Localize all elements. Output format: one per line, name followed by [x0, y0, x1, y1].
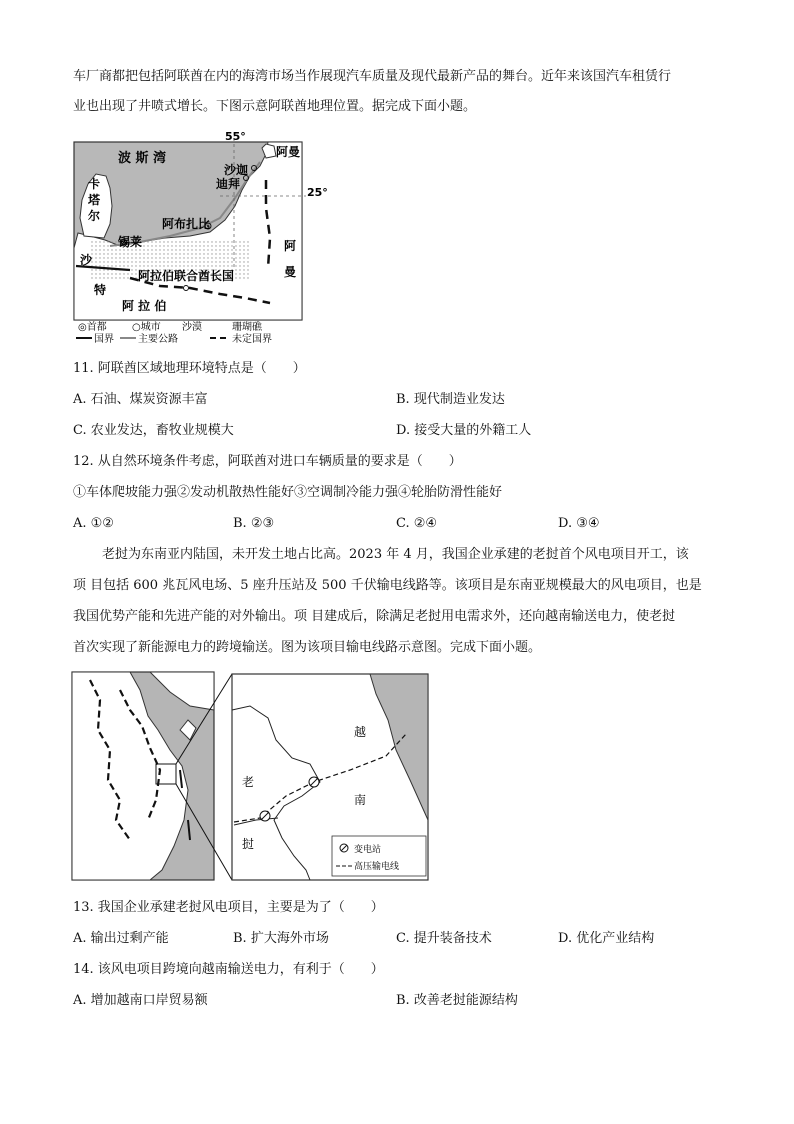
substation-icon	[309, 777, 319, 787]
vietnam-label-1: 越	[354, 725, 367, 739]
q14-stem: 14. 该风电项目跨境向越南输送电力，有利于（ ）	[73, 962, 384, 977]
q12-option-c[interactable]: C. ②④	[396, 516, 438, 531]
arabia-label: 阿 拉 伯	[122, 299, 167, 313]
laos-vietnam-map	[70, 670, 432, 884]
qatar-label-2: 塔	[88, 193, 101, 207]
substation-icon	[260, 811, 270, 821]
legend-substation: 变电站	[354, 845, 382, 855]
uae-location-map	[70, 128, 340, 344]
oman-side-label-1: 阿	[284, 239, 297, 253]
oman-side-label-2: 曼	[284, 265, 297, 279]
lon-label: 55°	[225, 130, 246, 143]
passage2-line-3: 我国优势产能和先进产能的对外输出。项 目建成后，除满足老挝用电需求外，还向越南输送电力，使老挝	[73, 609, 676, 624]
intro-line-1: 车厂商都把包括阿联酋在内的海湾市场当作展现汽车质量及现代最新产品的舞台。近年来该国汽车租赁行	[73, 69, 672, 84]
legend-road: 主要公路	[138, 334, 178, 344]
sharjah-label: 沙迦	[224, 163, 249, 177]
q12-option-b[interactable]: B. ②③	[233, 516, 275, 531]
q13-stem: 13. 我国企业承建老挝风电项目，主要是为了（ ）	[73, 900, 384, 915]
legend-city: ○城市	[132, 322, 161, 333]
q14-option-b[interactable]: B. 改善老挝能源结构	[396, 993, 518, 1008]
q12-option-d[interactable]: D. ③④	[558, 516, 600, 531]
q11-stem: 11. 阿联酋区域地理环境特点是（ ）	[73, 361, 306, 376]
laos-label-2: 挝	[242, 837, 255, 851]
passage2-line-1: 老挝为东南亚内陆国，未开发土地占比高。2023 年 4 月，我国企业承建的老挝首个风电项目开工，该	[102, 547, 689, 562]
q12-option-a[interactable]: A. ①②	[73, 516, 114, 531]
legend-reef: 珊瑚礁	[232, 322, 262, 333]
legend-undetermined: 未定国界	[232, 334, 272, 344]
passage2-line-4: 首次实现了新能源电力的跨境输送。图为该项目输电线路示意图。完成下面小题。	[73, 640, 542, 655]
map1-legend	[76, 320, 272, 344]
laos-label-1: 老	[242, 775, 255, 789]
gulf-label: 波 斯 湾	[118, 151, 167, 166]
q12-items: ①车体爬坡能力强②发动机散热性能好③空调制冷能力强④轮胎防滑性能好	[73, 485, 503, 500]
qatar-label-3: 尔	[88, 209, 101, 223]
q13-option-d[interactable]: D. 优化产业结构	[558, 931, 655, 946]
vietnam-label-2: 南	[354, 793, 367, 807]
legend-substation-icon	[340, 844, 348, 852]
qatar-label-1: 卡	[88, 177, 101, 191]
dubai-label: 迪拜	[216, 177, 241, 191]
legend-desert: 沙漠	[182, 322, 202, 333]
q13-option-c[interactable]: C. 提升装备技术	[396, 931, 492, 946]
uae-label: 阿拉伯联合酋长国	[138, 269, 235, 283]
intro-line-2: 业也出现了井喷式增长。下图示意阿联酋地理位置。据完成下面小题。	[73, 99, 477, 114]
q11-option-c[interactable]: C. 农业发达，畜牧业规模大	[73, 423, 234, 438]
saudi-label-1: 沙	[80, 253, 93, 267]
passage2-line-2: 项 目包括 600 兆瓦风电场、5 座升压站及 500 千伏输电线路等。该项目是东南亚规模最大的风电项目，也是	[73, 578, 702, 593]
lat-label: 25°	[307, 186, 328, 199]
abudhabi-label: 阿布扎比	[162, 217, 211, 231]
q13-option-b[interactable]: B. 扩大海外市场	[233, 931, 329, 946]
oman-top-label: 阿曼	[276, 145, 301, 159]
q11-option-b[interactable]: B. 现代制造业发达	[396, 392, 505, 407]
q11-option-a[interactable]: A. 石油、煤炭资源丰富	[73, 392, 208, 407]
q14-option-a[interactable]: A. 增加越南口岸贸易额	[73, 993, 208, 1008]
q12-stem: 12. 从自然环境条件考虑，阿联酋对进口车辆质量的要求是（ ）	[73, 454, 462, 469]
xilai-label: 锡莱	[118, 235, 143, 249]
legend-capital: ◎首都	[78, 322, 107, 333]
legend-border: 国界	[94, 334, 114, 344]
q11-option-d[interactable]: D. 接受大量的外籍工人	[396, 423, 532, 438]
legend-transmission: 高压输电线	[354, 862, 400, 872]
saudi-label-2: 特	[94, 283, 107, 297]
q13-option-a[interactable]: A. 输出过剩产能	[73, 931, 169, 946]
